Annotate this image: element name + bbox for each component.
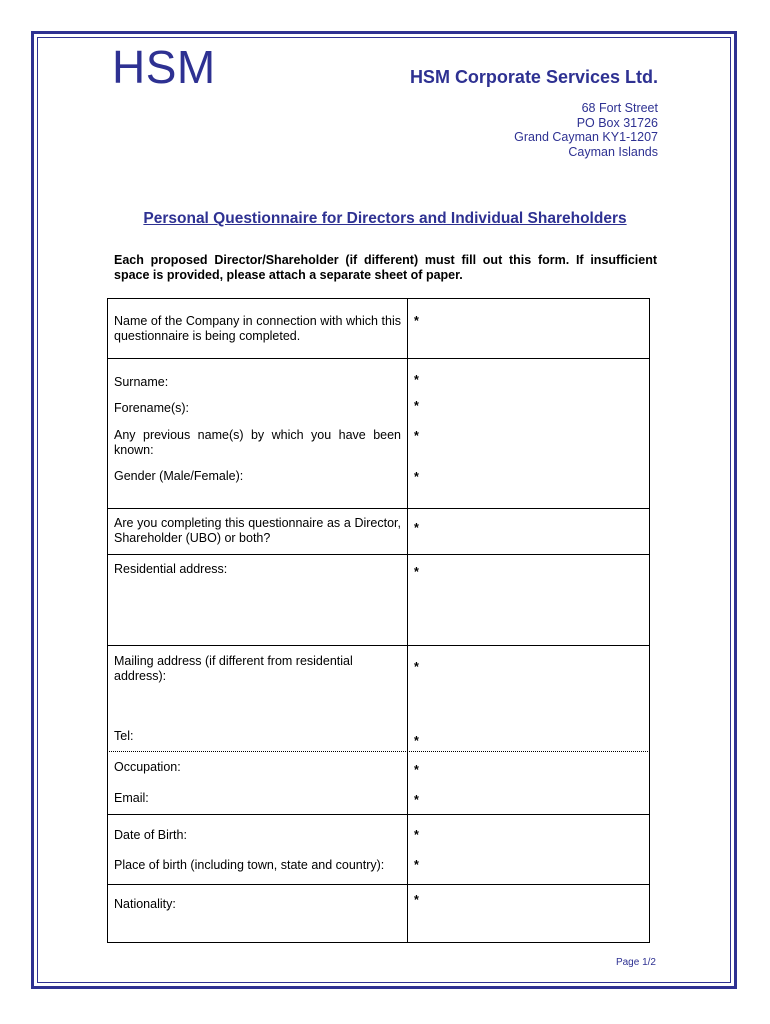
field-label-surname: Surname: [114,375,169,389]
row-divider [107,814,650,815]
row-divider [107,884,650,885]
row-divider [107,508,650,509]
answer-field-occupation[interactable]: * [414,763,419,777]
row-divider [107,554,650,555]
field-label-residential-address: Residential address: [114,562,228,576]
questionnaire-table [107,298,650,943]
field-label-mailing-address: Mailing address (if different from residential address): [114,654,353,683]
answer-field-place-of-birth[interactable]: * [414,858,419,872]
hsm-logo: HSM [112,41,216,93]
field-label-forenames: Forename(s): [114,401,190,415]
answer-field-date-of-birth[interactable]: * [414,828,419,842]
form-instructions: Each proposed Director/Shareholder (if different) must fill out this form. If insufficient space is provided, please attach a separate sheet of paper. [114,253,657,282]
row-divider [107,358,650,359]
answer-field-gender[interactable]: * [414,470,419,484]
address-line: Cayman Islands [568,144,658,159]
field-label-gender: Gender (Male/Female): [114,469,244,483]
field-label-occupation: Occupation: [114,760,181,774]
form-title: Personal Questionnaire for Directors and Individual Shareholders [143,210,627,227]
company-name: HSM Corporate Services Ltd. [409,67,658,87]
answer-field-surname[interactable]: * [414,373,419,387]
address-line: PO Box 31726 [576,115,658,130]
address-line: 68 Fort Street [581,101,658,115]
answer-field-role[interactable]: * [414,521,419,535]
answer-field-tel[interactable]: * [414,734,419,748]
field-label-nationality: Nationality: [114,897,176,911]
answer-field-nationality[interactable]: * [414,893,419,907]
answer-field-forenames[interactable]: * [414,399,419,413]
column-divider [407,298,408,943]
company-address [514,101,658,159]
field-label-role: Are you completing this questionnaire as a Director, Shareholder (UBO) or both? [114,516,401,545]
field-label-company: Name of the Company in connection with which this questionnaire is being completed. [114,314,401,343]
field-label-previous-names: Any previous name(s) by which you have been known: [114,428,401,457]
answer-field-residential-address[interactable]: * [414,565,419,579]
answer-field-email[interactable]: * [414,793,419,807]
row-divider [107,751,650,752]
answer-field-mailing-address[interactable]: * [414,660,419,674]
field-label-date-of-birth: Date of Birth: [114,828,187,842]
answer-field-company[interactable]: * [414,314,419,328]
field-label-place-of-birth: Place of birth (including town, state and country): [114,858,385,872]
address-line: Grand Cayman KY1-1207 [514,130,658,144]
field-label-tel: Tel: [114,729,134,743]
page-number: Page 1/2 [615,957,656,968]
answer-field-previous-names[interactable]: * [414,429,419,443]
field-label-email: Email: [114,791,149,805]
row-divider [107,645,650,646]
